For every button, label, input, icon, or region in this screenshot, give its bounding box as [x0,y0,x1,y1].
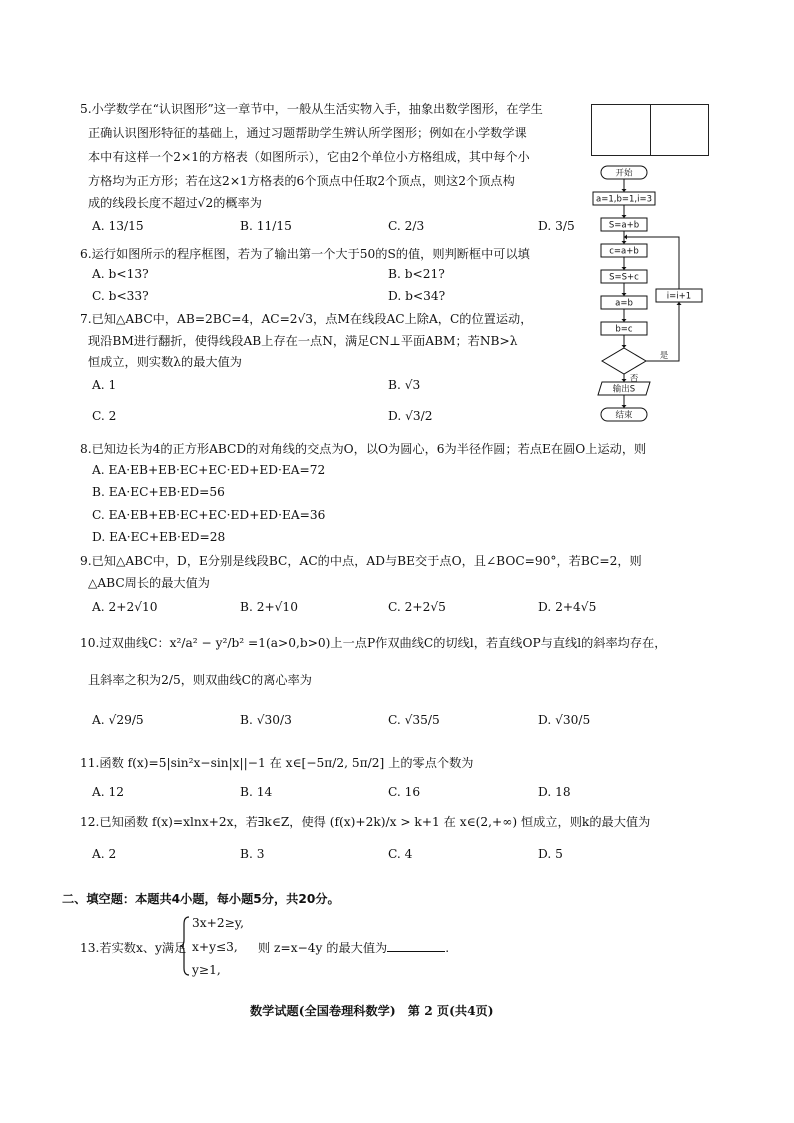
q10-line-2: 且斜率之积为2/5，则双曲线C的离心率为 [88,673,312,687]
flow-s5-label: b=c [615,324,633,335]
q9-option-c: C. 2+2√5 [388,600,446,614]
q5-line-2: 正确认识图形特征的基础上，通过习题帮助学生辨认所学图形；例如在小学数学课 [88,126,527,140]
q7-option-c: C. 2 [92,409,117,423]
flowchart [586,162,714,430]
q8-line-1: 8.已知边长为4的正方形ABCD的对角线的交点为O，以O为圆心，6为半径作圆；若点E在圆O上运动，则 [80,442,647,456]
q8-option-b: B. EA·EC+EB·ED=56 [92,485,225,499]
flow-inc-label: i=i+1 [666,291,692,302]
flow-init-label: a=1,b=1,i=3 [596,194,652,205]
q5-line-4: 方格均为正方形；若在这2×1方格表的6个顶点中任取2个顶点，则这2个顶点构 [88,174,515,188]
q11-option-c: C. 16 [388,785,421,799]
q6-line-1: 6.运行如图所示的程序框图，若为了输出第一个大于50的S的值，则判断框中可以填 [80,247,530,261]
section-2-heading: 二、填空题：本题共4小题，每小题5分，共20分。 [62,892,340,906]
q5-option-a: A. 13/15 [92,219,144,233]
q8-option-c: C. EA·EB+EB·EC+EC·ED+ED·EA=36 [92,508,326,522]
q13-condition-3: y≥1, [192,963,221,977]
q7-option-a: A. 1 [92,378,117,392]
q11-option-d: D. 18 [538,785,571,799]
flow-yes-label: 是 [659,351,669,361]
q6-option-c: C. b<33? [92,289,149,303]
q9-option-a: A. 2+2√10 [92,600,158,614]
q10-option-c: C. √35/5 [388,713,440,727]
q7-line-3: 恒成立，则实数λ的最大值为 [88,355,242,369]
q10-option-a: A. √29/5 [92,713,144,727]
q5-option-c: C. 2/3 [388,219,425,233]
q12-option-b: B. 3 [240,847,265,861]
q8-option-a: A. EA·EB+EB·EC+EC·ED+ED·EA=72 [92,463,326,477]
q13-answer-blank [387,951,445,952]
q6-option-b: B. b<21? [388,267,445,281]
q11-option-b: B. 14 [240,785,273,799]
q5-line-1: 5.小学数学在“认识图形”这一章节中，一般从生活实物入手，抽象出数学图形，在学生 [80,102,543,116]
q6-option-a: A. b<13? [92,267,149,281]
q11-line-1: 11.函数 f(x)=5|sin²x−sin|x||−1 在 x∈[−5π/2, 5π/2] 上的零点个数为 [80,756,474,770]
q5-option-b: B. 11/15 [240,219,292,233]
q7-option-d: D. √3/2 [388,409,433,423]
q13-suffix-text: 则 z=x−4y 的最大值为 [258,941,388,955]
q11-option-a: A. 12 [92,785,125,799]
flow-end-label: 结束 [615,410,633,421]
q13-brace [180,916,190,976]
flow-no-label: 否 [629,374,639,384]
q12-option-a: A. 2 [92,847,117,861]
flow-s2-label: c=a+b [609,246,639,257]
q5-option-d: D. 3/5 [538,219,575,233]
q7-line-2: 现沿BM进行翻折，使得线段AB上存在一点N，满足CN⊥平面ABM；若NB>λ [88,334,518,348]
flow-start-label: 开始 [615,168,633,179]
q10-option-d: D. √30/5 [538,713,591,727]
q10-option-b: B. √30/3 [240,713,292,727]
q13-prefix: 13.若实数x、y满足 [80,941,187,955]
q13-end: . [445,941,450,955]
q13-suffix [258,942,449,954]
q10-line-1: 10.过双曲线C：x²/a² − y²/b² =1(a>0,b>0)上一点P作双曲线C的切线l，若直线OP与直线l的斜率均存在， [80,636,667,650]
q8-option-d: D. EA·EC+EB·ED=28 [92,530,226,544]
grid-2x1-figure [591,104,709,156]
flow-output-label: 输出S [612,384,636,395]
flow-s1-label: S=a+b [608,220,640,231]
q12-option-d: D. 5 [538,847,563,861]
q9-line-2: △ABC周长的最大值为 [88,576,210,590]
q13-condition-1: 3x+2≥y, [192,916,244,930]
q9-line-1: 9.已知△ABC中，D，E分别是线段BC，AC的中点，AD与BE交于点O，且∠BOC=90°，若BC=2，则 [80,554,642,568]
flow-s3-label: S=S+c [609,272,639,283]
q7-line-1: 7.已知△ABC中，AB=2BC=4，AC=2√3，点M在线段AC上除A，C的位置运动， [80,312,533,326]
q7-option-b: B. √3 [388,378,421,392]
flow-decision-diamond [602,348,646,374]
q5-line-3: 本中有这样一个2×1的方格表（如图所示），它由2个单位小方格组成，其中每个小 [88,150,530,164]
q12-line-1: 12.已知函数 f(x)=xlnx+2x，若∃k∈Z，使得 (f(x)+2k)/x > k+1 在 x∈(2,+∞) 恒成立，则k的最大值为 [80,815,651,829]
q9-option-d: D. 2+4√5 [538,600,597,614]
flow-s4-label: a=b [615,298,633,309]
page-footer: 数学试题(全国卷理科数学) 第 2 页(共4页) [250,1004,494,1018]
q9-option-b: B. 2+√10 [240,600,298,614]
q5-line-5: 成的线段长度不超过√2的概率为 [88,196,262,210]
q13-condition-2: x+y≤3, [192,940,238,954]
q12-option-c: C. 4 [388,847,413,861]
q6-option-d: D. b<34? [388,289,446,303]
